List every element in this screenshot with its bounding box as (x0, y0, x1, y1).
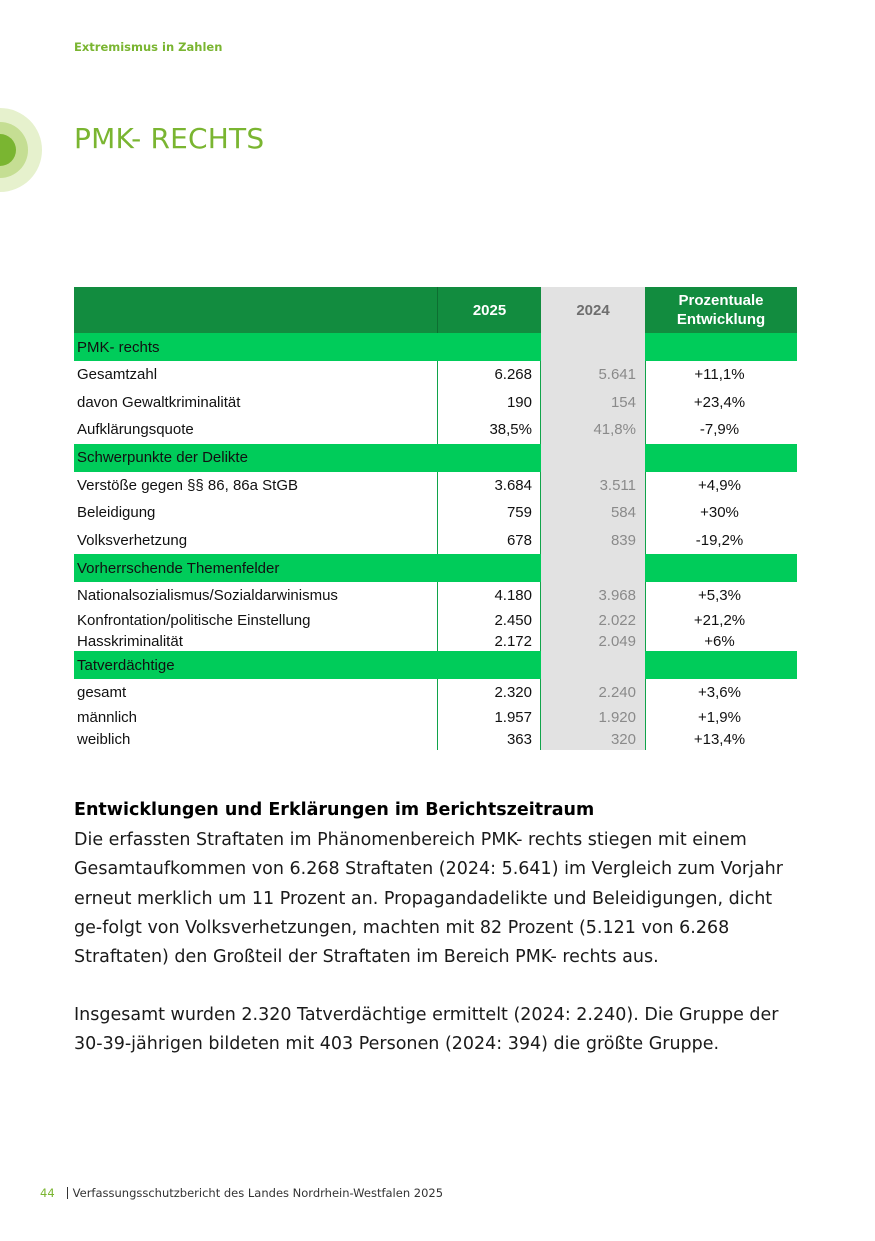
value-2025: 4.180 (437, 582, 541, 609)
value-2024: 3.968 (541, 582, 645, 609)
section-row (74, 554, 797, 582)
value-percent: +1,9% (645, 706, 797, 728)
table-row (74, 609, 797, 631)
value-percent: -19,2% (645, 527, 797, 555)
header-percent-change (645, 287, 797, 333)
row-label: weiblich (77, 730, 131, 748)
table-row (74, 361, 797, 389)
value-2024: 584 (541, 499, 645, 527)
table-row (74, 527, 797, 555)
header-label-cell (74, 287, 437, 333)
table-row (74, 631, 797, 651)
value-2025: 678 (437, 527, 541, 555)
table-row (74, 582, 797, 609)
section-title: Tatverdächtige (74, 651, 437, 679)
value-2025: 363 (437, 728, 541, 750)
section-title: Schwerpunkte der Delikte (74, 444, 437, 472)
value-2024: 1.920 (541, 706, 645, 728)
running-header: Extremismus in Zahlen (74, 40, 223, 54)
value-percent: +13,4% (645, 728, 797, 750)
value-percent: +3,6% (645, 679, 797, 706)
value-2025: 190 (437, 389, 541, 417)
value-percent: -7,9% (645, 416, 797, 444)
value-2024: 41,8% (541, 416, 645, 444)
value-2024: 2.022 (541, 609, 645, 631)
row-label: Aufklärungsquote (77, 421, 194, 439)
row-label: Volksverhetzung (77, 531, 188, 549)
value-percent: +4,9% (645, 472, 797, 500)
section-row (74, 444, 797, 472)
section-row (74, 651, 797, 679)
table-row (74, 728, 797, 750)
decorative-circles (0, 108, 42, 192)
footer-separator (67, 1187, 68, 1199)
table-header-row (74, 287, 797, 333)
table-row (74, 389, 797, 417)
header-2024: 2024 (541, 287, 645, 333)
row-label: Gesamtzahl (77, 366, 158, 384)
table-row (74, 416, 797, 444)
value-2025: 6.268 (437, 361, 541, 389)
footer-text: Verfassungsschutzbericht des Landes Nordrhein-Westfalen 2025 (72, 1186, 444, 1200)
row-label: Beleidigung (77, 504, 156, 522)
value-percent: +6% (645, 631, 797, 651)
value-percent: +23,4% (645, 389, 797, 417)
row-label: Hasskriminalität (77, 632, 183, 650)
value-2025: 759 (437, 499, 541, 527)
value-2024: 3.511 (541, 472, 645, 500)
value-percent: +11,1% (645, 361, 797, 389)
row-label: männlich (77, 708, 138, 726)
row-label: Verstöße gegen §§ 86, 86a StGB (77, 476, 298, 494)
value-percent: +5,3% (645, 582, 797, 609)
value-2024: 2.049 (541, 631, 645, 651)
value-2025: 1.957 (437, 706, 541, 728)
table-row (74, 499, 797, 527)
table-row (74, 706, 797, 728)
section-title: Vorherrschende Themenfelder (74, 554, 437, 582)
value-2025: 2.172 (437, 631, 541, 651)
value-2024: 320 (541, 728, 645, 750)
body-paragraph-1: Die erfassten Straftaten im Phänomenbereich PMK- rechts stiegen mit einem Gesamtaufkommen von 6.268 Straftaten (2024: 5.641) im Vergleich zum Vorjahr erneut merklich um 11 Prozent an. Propagandadelikte und Beleidigungen, dicht ge-folgt von Volksverhetzungen, machten mit 82 Prozent (5.121 von 6.268 Straftaten) den Großteil der Straftaten im Bereich PMK- rechts aus. (74, 830, 783, 968)
row-label: Nationalsozialismus/Sozialdarwinismus (77, 587, 338, 604)
row-label: davon Gewaltkriminalität (77, 393, 241, 411)
value-2024: 5.641 (541, 361, 645, 389)
row-label: Konfrontation/politische Einstellung (77, 611, 311, 629)
section-title: PMK- rechts (74, 333, 437, 361)
table-row (74, 472, 797, 500)
value-2025: 3.684 (437, 472, 541, 500)
body-paragraph-2: Insgesamt wurden 2.320 Tatverdächtige ermittelt (2024: 2.240). Die Gruppe der 30-39-jährigen bildeten mit 403 Personen (2024: 394) die größte Gruppe. (74, 1005, 779, 1055)
value-2025: 2.450 (437, 609, 541, 631)
table-row (74, 679, 797, 706)
page-title: PMK- RECHTS (74, 122, 265, 155)
page-footer (40, 1186, 443, 1200)
value-percent: +21,2% (645, 609, 797, 631)
value-2025: 38,5% (437, 416, 541, 444)
statistics-table (74, 287, 797, 750)
header-percent-line1: Prozentuale (678, 292, 764, 309)
value-2025: 2.320 (437, 679, 541, 706)
section-row (74, 333, 797, 361)
header-percent-line2: Entwicklung (676, 311, 766, 328)
page-number: 44 (40, 1186, 55, 1200)
section-heading: Entwicklungen und Erklärungen im Berichtszeitraum (74, 800, 595, 820)
value-percent: +30% (645, 499, 797, 527)
header-2025: 2025 (437, 287, 541, 333)
value-2024: 2.240 (541, 679, 645, 706)
row-label: gesamt (77, 684, 127, 701)
value-2024: 154 (541, 389, 645, 417)
value-2024: 839 (541, 527, 645, 555)
